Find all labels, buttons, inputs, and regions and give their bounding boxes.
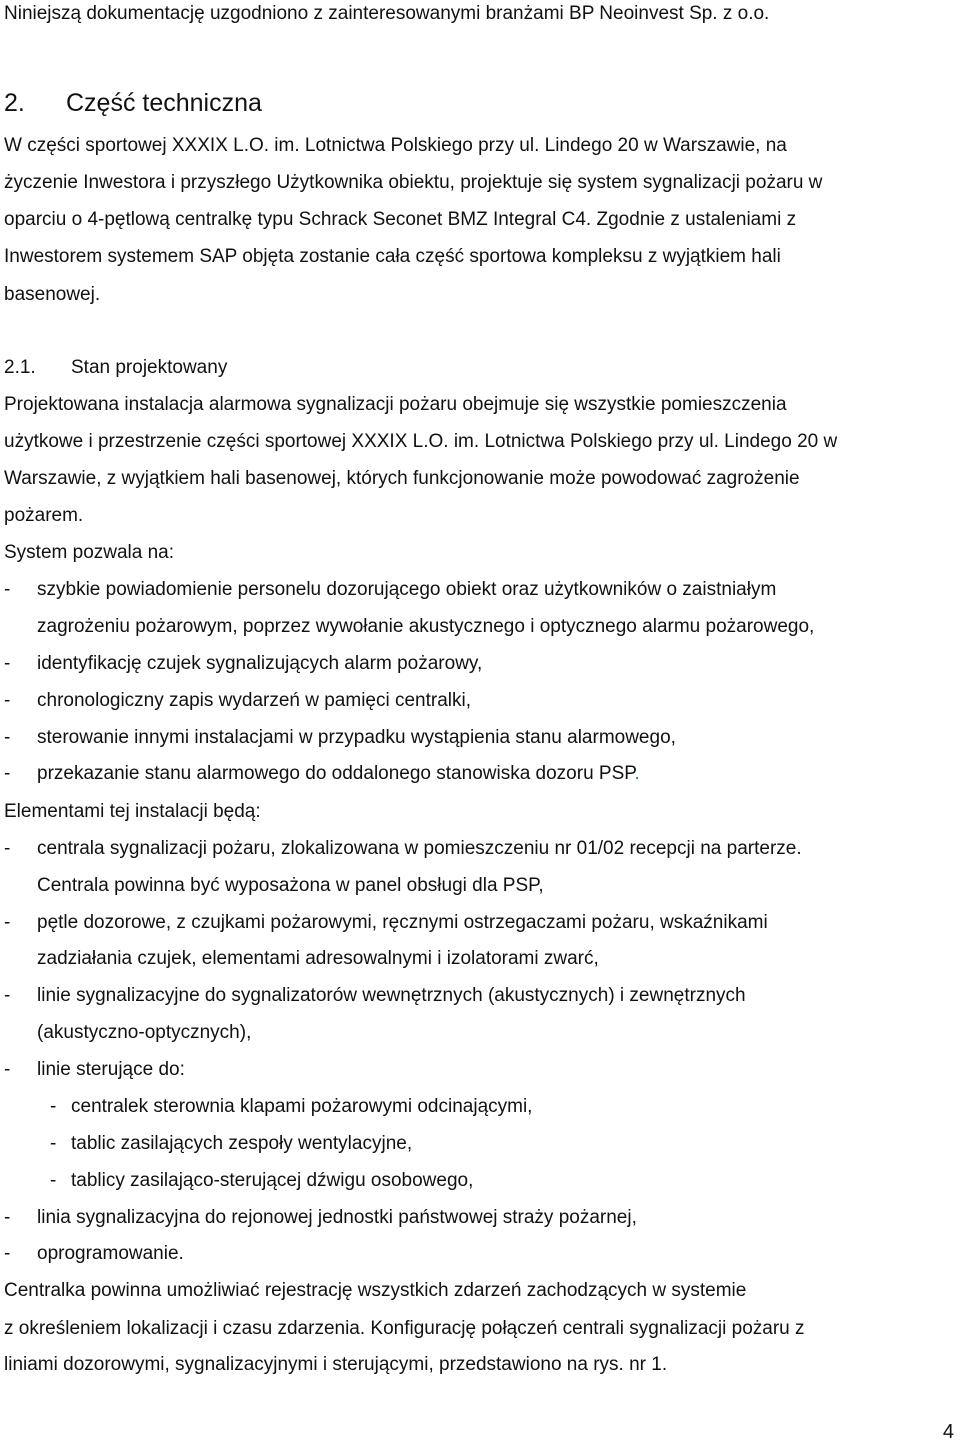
section-2-heading — [4, 88, 262, 118]
closing-line: liniami dozorowymi, sygnalizacyjnymi i sterującymi, przedstawiono na rys. nr 1. — [4, 1354, 668, 1375]
section-2-1-line: Projektowana instalacja alarmowa sygnalizacji pożaru obejmuje się wszystkie pomieszczenia — [4, 394, 787, 415]
section-2-1-heading — [4, 356, 227, 380]
bullet-dash: - — [4, 838, 11, 859]
section-2-line: oparciu o 4-pętlową centralkę typu Schrack Seconet BMZ Integral C4. Zgodnie z ustaleniami z — [4, 209, 797, 230]
section-2-1-line: Warszawie, z wyjątkiem hali basenowej, których funkcjonowanie może powodować zagrożenie — [4, 468, 800, 489]
bullet-dash: - — [4, 727, 11, 748]
bullet-dash: - — [4, 763, 11, 784]
header-line: Niniejszą dokumentację uzgodniono z zainteresowanymi branżami BP Neoinvest Sp. z o.o. — [4, 3, 770, 24]
section-2-number: 2. — [4, 89, 25, 117]
closing-line: z określeniem lokalizacji i czasu zdarzenia. Konfigurację połączeń centrali sygnalizacji pożaru z — [4, 1318, 805, 1339]
sub-bullet-dash: - — [50, 1133, 57, 1154]
section-2-line: basenowej. — [4, 284, 101, 305]
element-item: centrala sygnalizacji pożaru, zlokalizowana w pomieszczeniu nr 01/02 recepcji na parterze. — [37, 838, 802, 859]
element-item-continuation: (akustyczno-optycznych), — [37, 1022, 252, 1043]
control-subitem: tablicy zasilająco-sterującej dźwigu osobowego, — [71, 1170, 474, 1191]
system-item-text: przekazanie stanu alarmowego do oddalonego stanowiska dozoru PSP — [37, 763, 635, 784]
page-number: 4 — [942, 1421, 954, 1443]
bullet-dash: - — [4, 985, 11, 1006]
section-2-title: Część techniczna — [66, 89, 262, 117]
bullet-dash: - — [4, 1243, 11, 1264]
bullet-dash: - — [4, 1207, 11, 1228]
sub-bullet-dash: - — [50, 1096, 57, 1117]
control-subitem: tablic zasilających zespoły wentylacyjne, — [71, 1133, 413, 1154]
system-item-last — [37, 762, 640, 786]
element-item: pętle dozorowe, z czujkami pożarowymi, ręcznymi ostrzegaczami pożaru, wskaźnikami — [37, 912, 768, 933]
green-period: . — [634, 763, 640, 784]
bullet-dash: - — [4, 579, 11, 600]
system-item: chronologiczny zapis wydarzeń w pamięci centralki, — [37, 690, 472, 711]
section-2-1-line: użytkowe i przestrzenie części sportowej XXXIX L.O. im. Lotnictwa Polskiego przy ul. Lindego 20 w — [4, 431, 838, 452]
system-item: szybkie powiadomienie personelu dozorującego obiekt oraz użytkowników o zaistniałym — [37, 579, 777, 600]
bullet-dash: - — [4, 912, 11, 933]
section-2-line: życzenie Inwestora i przyszłego Użytkownika obiektu, projektuje się system sygnalizacji pożaru w — [4, 172, 823, 193]
section-2-1-title: Stan projektowany — [71, 357, 228, 378]
element-item: linia sygnalizacyjna do rejonowej jednostki państwowej straży pożarnej, — [37, 1207, 637, 1228]
system-item-continuation: zagrożeniu pożarowym, poprzez wywołanie akustycznego i optycznego alarmu pożarowego, — [37, 616, 815, 637]
section-2-1-number: 2.1. — [4, 357, 36, 378]
element-item: linie sterujące do: — [37, 1059, 185, 1080]
system-item: identyfikację czujek sygnalizujących alarm pożarowy, — [37, 653, 483, 674]
element-item: linie sygnalizacyjne do sygnalizatorów wewnętrznych (akustycznych) i zewnętrznych — [37, 985, 746, 1006]
section-2-line: Inwestorem systemem SAP objęta zostanie cała część sportowa kompleksu z wyjątkiem hali — [4, 246, 781, 267]
control-subitem: centralek sterownia klapami pożarowymi odcinającymi, — [71, 1096, 533, 1117]
system-item: sterowanie innymi instalacjami w przypadku wystąpienia stanu alarmowego, — [37, 727, 676, 748]
element-item-continuation: zadziałania czujek, elementami adresowalnymi i izolatorami zwarć, — [37, 948, 599, 969]
closing-line: Centralka powinna umożliwiać rejestrację wszystkich zdarzeń zachodzących w systemie — [4, 1280, 747, 1301]
section-2-line: W części sportowej XXXIX L.O. im. Lotnictwa Polskiego przy ul. Lindego 20 w Warszawie, na — [4, 135, 787, 156]
elements-intro: Elementami tej instalacji będą: — [4, 801, 261, 822]
element-item: oprogramowanie. — [37, 1243, 184, 1264]
system-intro: System pozwala na: — [4, 542, 175, 563]
bullet-dash: - — [4, 1059, 11, 1080]
bullet-dash: - — [4, 653, 11, 674]
section-2-1-line: pożarem. — [4, 505, 84, 526]
bullet-dash: - — [4, 690, 11, 711]
sub-bullet-dash: - — [50, 1170, 57, 1191]
element-item-continuation: Centrala powinna być wyposażona w panel obsługi dla PSP, — [37, 875, 544, 896]
